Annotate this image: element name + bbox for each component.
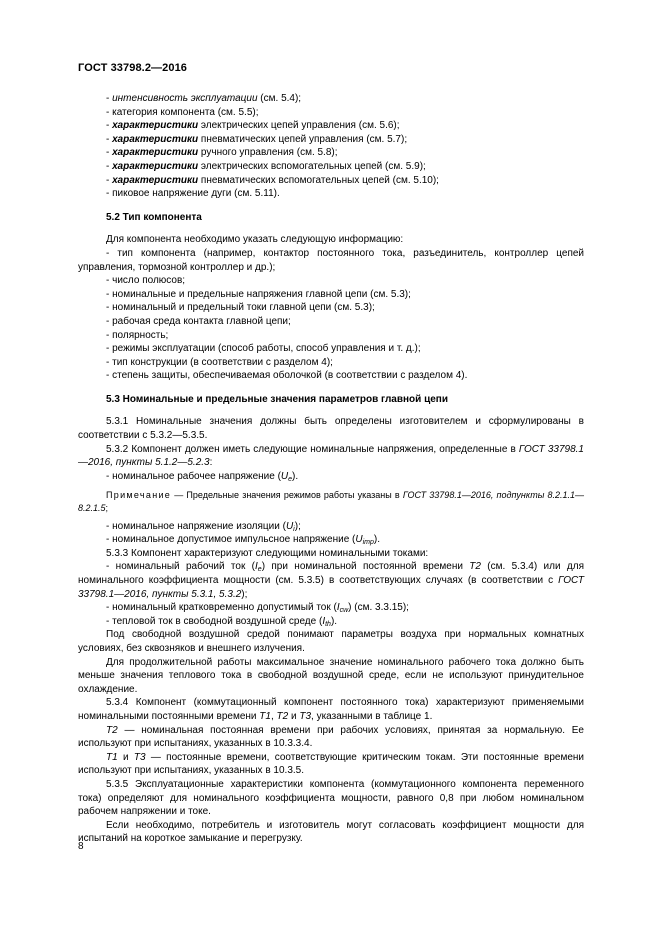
- page-header: ГОСТ 33798.2—2016: [78, 62, 188, 74]
- list-item: - номинальный и предельный токи главной цепи (см. 5.3);: [106, 302, 375, 314]
- list-item: - полярность;: [106, 329, 169, 341]
- list-item: - степень защиты, обеспечиваемая оболочкой (в соответствии с разделом 4).: [106, 370, 468, 382]
- paragraph-5-3-1: 5.3.1 Номинальные значения должны быть определены изготовителем и сформулированы в соответствии с 5.3.2—5.3.5.: [78, 416, 584, 442]
- list-item: - рабочая среда контакта главной цепи;: [106, 315, 291, 327]
- list-item: - тип компонента (например, контактор постоянного тока, разъединитель, контроллер цепей управления, тормозной контроллер и др.);: [78, 247, 584, 273]
- list-item: - характеристики электрических вспомогательных цепей (см. 5.9);: [106, 160, 426, 172]
- list-item: - интенсивность эксплуатации (см. 5.4);: [106, 93, 302, 104]
- list-item: - номинальные и предельные напряжения главной цепи (см. 5.3);: [106, 288, 411, 300]
- list-item: - характеристики пневматических вспомогательных цепей (см. 5.10);: [106, 174, 439, 186]
- paragraph-5-3-5: 5.3.5 Эксплуатационные характеристики компонента (коммутационного компонента переменного тока) определяют для номинального коэффициента мощности, равного 0,8 при любом номинальном рабочем напряжении и токе.: [78, 778, 584, 818]
- list-item: - пиковое напряжение дуги (см. 5.11).: [106, 188, 280, 200]
- list-item: - характеристики пневматических цепей управления (см. 5.7);: [106, 133, 408, 145]
- current-icw-item: - номинальный кратковременно допустимый ток $(I_{cw})$ (см. 3.3.15);: [106, 602, 409, 615]
- section-5-2-heading: 5.2 Тип компонента: [106, 211, 202, 223]
- list-item: - категория компонента (см. 5.5);: [106, 106, 259, 118]
- section-5-2-intro: Для компонента необходимо указать следующую информацию:: [106, 234, 404, 246]
- continuous-operation-paragraph: Для продолжительной работы максимальное значение номинального рабочего тока должно быть меньше значения теплового тока в свободной воздушной среде, если не используют принудительное охлаждение.: [78, 656, 584, 695]
- note-label: Примечание: [106, 490, 172, 501]
- voltage-ui-item: - номинальное напряжение изоляции $(U_i)$;: [106, 520, 301, 533]
- current-ie-item: - номинальный рабочий ток $(I_e)$ при номинальной постоянной времени T2 (см. 5.3.4) или для номинального коэффициента мощности (см. 5.3.5) в соответствующих случаях (в соответствии с ГОСТ 33798.1—2016, пункты 5.3.1, 5.3.2);: [78, 561, 584, 600]
- standard-reference: ГОСТ 33798.1—2016, пункты 5.1.2—5.2.3: [78, 443, 584, 469]
- page-number: 8: [78, 841, 84, 852]
- paragraph-5-3-2: 5.3.2 Компонент должен иметь следующие номинальные напряжения, определенные в ГОСТ 33798.1—2016, пункты 5.1.2—5.2.3:: [78, 443, 584, 469]
- paragraph-5-3-4: 5.3.4 Компонент (коммутационный компонент постоянного тока) характеризуют применяемыми номинальными постоянными времени T1, T2 и T3, указанными в таблице 1.: [78, 697, 584, 722]
- t1-t3-definition: T1 и T3 — постоянные времени, соответствующие критическим токам. Эти постоянные времени используют при испытаниях, указанных в 10.3.5.: [78, 751, 584, 777]
- voltage-ue-item: - номинальное рабочее напряжение $(U_e)$.: [106, 470, 299, 483]
- current-ith-item: - тепловой ток в свободной воздушной среде $(I_{th})$.: [106, 615, 338, 628]
- page-body: [78, 92, 584, 846]
- voltage-uimp-item: - номинальное допустимое импульсное напряжение $(U_{imp})$.: [106, 534, 380, 547]
- list-item: - характеристики электрических цепей управления (см. 5.6);: [106, 120, 400, 132]
- list-item: - тип конструкции (в соответствии с разделом 4);: [106, 356, 333, 368]
- power-factor-agreement-paragraph: Если необходимо, потребитель и изготовитель могут согласовать коэффициент мощности для испытаний на короткое замыкание и перегрузку.: [78, 819, 584, 845]
- characteristics-list: [78, 92, 584, 201]
- section-5-3-heading: 5.3 Номинальные и предельные значения параметров главной цепи: [106, 393, 448, 405]
- list-item: - число полюсов;: [106, 275, 186, 287]
- free-air-paragraph: Под свободной воздушной средой понимают параметры воздуха при нормальных комнатных условиях, без сквозняков и внешнего излучения.: [78, 629, 584, 654]
- list-item: - характеристики ручного управления (см. 5.8);: [106, 147, 338, 159]
- t2-definition: T2 — номинальная постоянная времени при рабочих условиях, принятая за нормальную. Ее используют при испытаниях, указанных в 10.3.3.4.: [78, 724, 584, 750]
- list-item: - режимы эксплуатации (способ работы, способ управления и т. д.);: [106, 343, 421, 355]
- component-type-list: [78, 247, 584, 383]
- paragraph-5-3-3: 5.3.3 Компонент характеризуют следующими номинальными токами:: [106, 547, 429, 559]
- note: Примечание — Предельные значения режимов работы указаны в ГОСТ 33798.1—2016, подпункты 8.2.1.1—8.2.1.5;: [78, 490, 584, 514]
